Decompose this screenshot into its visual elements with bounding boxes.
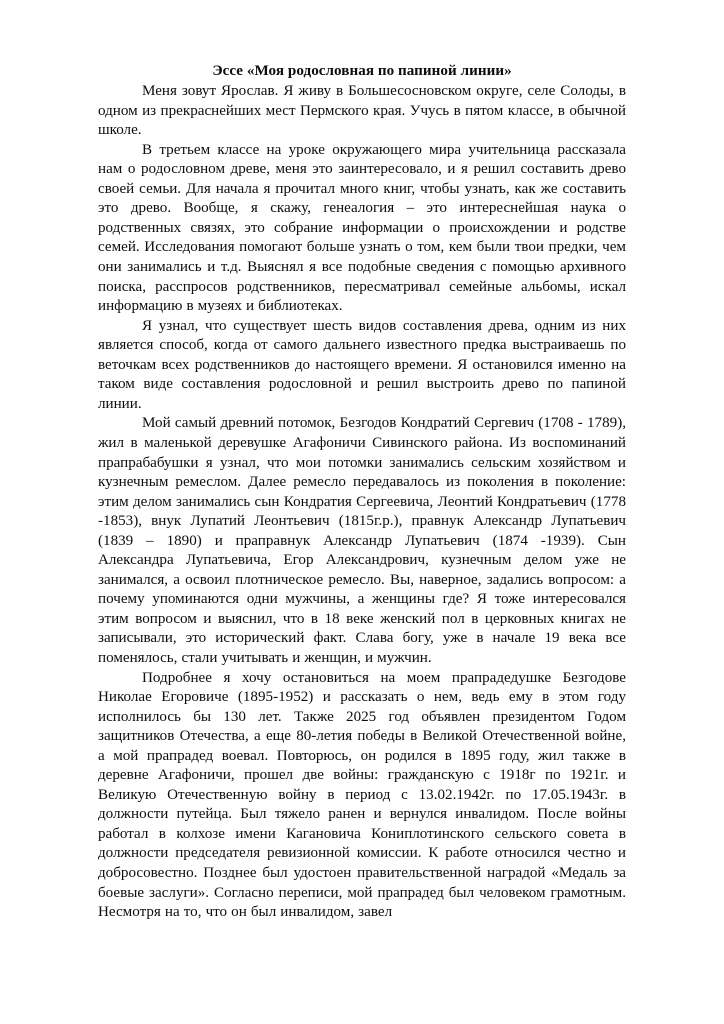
body-paragraph-4: Мой самый древний потомок, Безгодов Кондратий Сергевич (1708 - 1789), жил в маленькой деревушке Агафоничи Сивинского района. Из воспоминаний прапрабабушки я узнал, что мои потомки занимались сельским хозяйством и кузнечным ремеслом. Далее ремесло передавалось из поколения в поколение: этим делом занимались сын Кондратия Сергеевича, Леонтий Кондратьевич (1778 -1853), внук Лупатий Леонтьевич (1815г.р.), правнук Александр Лупатьевич (1839 – 1890) и праправнук Александр Лупатьевич (1874 -1939). Сын Александра Лупатьевича, Егор Александрович, кузнечным делом уже не занимался, а освоил плотническое ремесло. Вы, наверное, задались вопросом: а почему упоминаются одни мужчины, а женщины где? Я тоже интересовался этим вопросом и выяснил, что в 18 веке женский пол в церковных книгах не записывали, это исторический факт. Слава богу, уже в начале 19 века все поменялось, стали учитывать и женщин, и мужчин. [98, 415, 626, 666]
body-paragraph-5: Подробнее я хочу остановиться на моем прапрадедушке Безгодове Николае Егоровиче (1895-1952) и рассказать о нем, ведь ему в этом году исполнилось бы 130 лет. Также 2025 год объявлен президентом Годом защитников Отечества, а еще 80-летия победы в Великой Отечественной войне, а мой прапрадед воевал. Повторюсь, он родился в 1895 году, жил также в деревне Агафоничи, прошел две войны: гражданскую с 1918г по 1921г. и Великую Отечественную войну в период с 13.02.1942г. по 17.05.1943г. в должности путейца. Был тяжело ранен и вернулся инвалидом. После войны работал в колхозе имени Кагановича Кониплотинского сельского совета в должности председателя ревизионной комиссии. К работе относился честно и добросовестно. Позднее был удостоен правительственной наградой «Медаль за боевые заслуги». Согласно переписи, мой прапрадед был человеком грамотным. Несмотря на то, что он был инвалидом, завел [98, 669, 626, 921]
page-title: Эссе «Моя родословная по папиной линии» [212, 63, 512, 79]
body-paragraph-1: Меня зовут Ярослав. Я живу в Большесосновском округе, селе Солоды, в одном из прекраснейших мест Пермского края. Учусь в пятом классе, в обычной школе. [98, 83, 626, 139]
body-paragraph-2: В третьем классе на уроке окружающего мира учительница рассказала нам о родословном древе, меня это заинтересовало, и я решил составить древо своей семьи. Для начала я прочитал много книг, чтобы узнать, как же составить это древо. Вообще, я скажу, генеалогия – это интереснейшая наука о родственных связях, это собрание информации о происхождении и родстве семей. Исследования помогают больше узнать о том, кем были твои предки, чем они занимались и т.д. Выяснял я все подобные сведения с помощью архивного поиска, расспросов родственников, пересматривал семейные альбомы, искал информацию в музеях и библиотеках. [98, 141, 626, 315]
body-paragraph-3: Я узнал, что существует шесть видов составления древа, одним из них является способ, когда от самого дальнего известного предка выстраиваешь по веточкам всех родственников до настоящего времени. Я остановился именно на таком виде составления родословной и решил выстроить древо по папиной линии. [98, 317, 626, 412]
